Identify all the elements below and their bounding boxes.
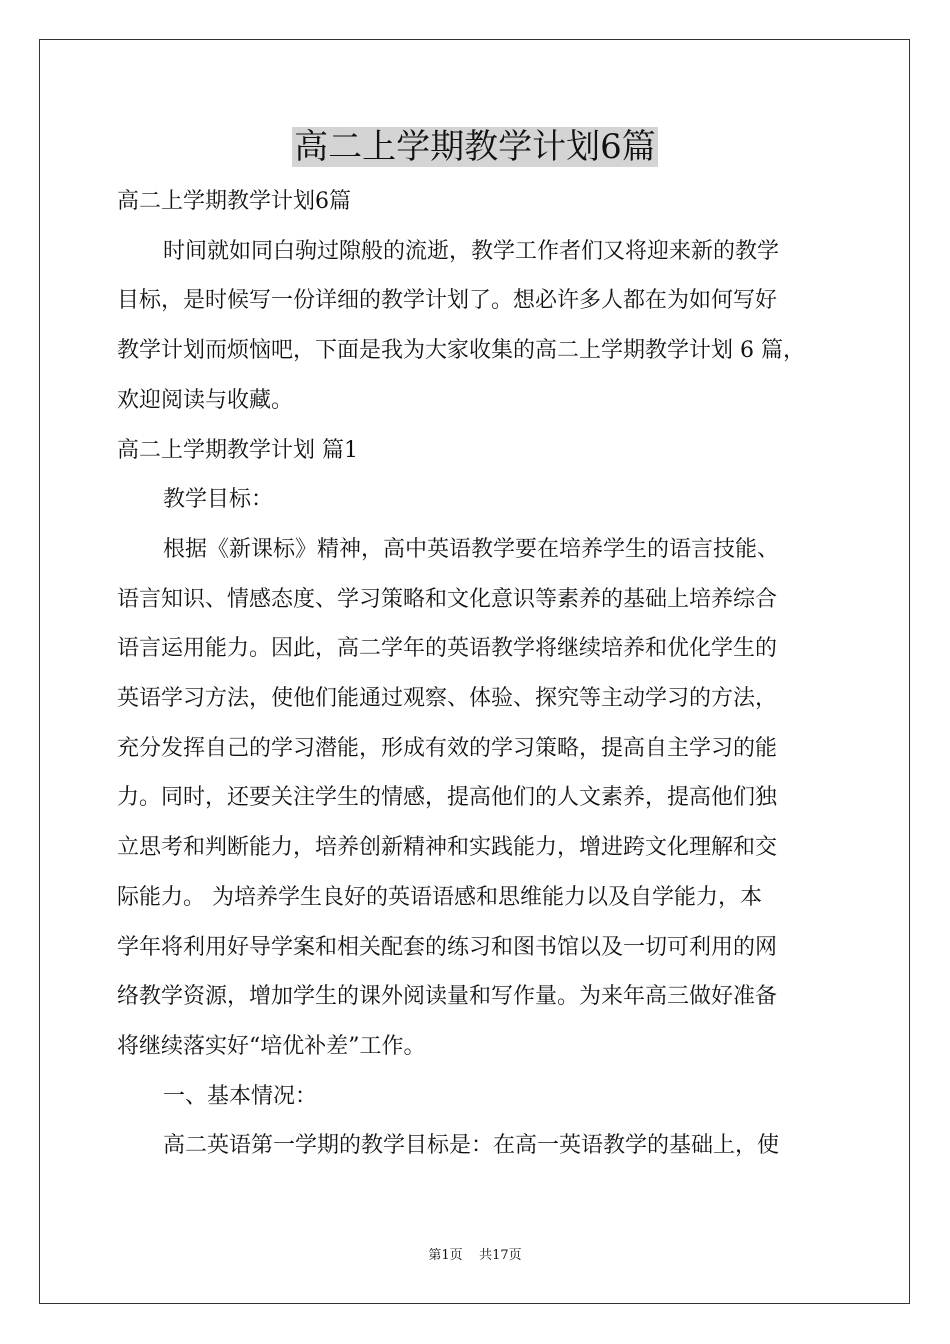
- paragraph-line: 学年将利用好导学案和相关配套的练习和图书馆以及一切可利用的网: [117, 934, 778, 960]
- paragraph-line: 高二英语第一学期的教学目标是：在高一英语教学的基础上，使: [163, 1133, 780, 1159]
- subtitle-line: 高二上学期教学计划6篇: [117, 189, 351, 214]
- document-title-text: 高二上学期教学计划6篇: [294, 127, 656, 167]
- section-heading: 高二上学期教学计划 篇1: [117, 437, 358, 463]
- paragraph-line: 充分发挥自己的学习潜能，形成有效的学习策略，提高自主学习的能: [117, 735, 778, 761]
- paragraph-line: 语言运用能力。因此，高二学年的英语教学将继续培养和优化学生的: [117, 636, 778, 662]
- paragraph-line: 立思考和判断能力，培养创新精神和实践能力，增进跨文化理解和交: [117, 835, 778, 861]
- paragraph-line: 教学计划而烦恼吧，下面是我为大家收集的高二上学期教学计划 6 篇，: [117, 338, 805, 364]
- paragraph-line: 将继续落实好“培优补差”工作。: [117, 1033, 426, 1059]
- paragraph-line: 根据《新课标》精神，高中英语教学要在培养学生的语言技能、: [163, 536, 780, 562]
- document-title: [0, 125, 950, 169]
- document-body: [117, 177, 837, 1171]
- page-footer: 第1页 共17页: [428, 1248, 522, 1263]
- paragraph-line: 络教学资源，增加学生的课外阅读量和写作量。为来年高三做好准备: [117, 984, 778, 1010]
- paragraph-line: 英语学习方法，使他们能通过观察、体验、探究等主动学习的方法，: [117, 686, 778, 712]
- paragraph-line: 时间就如同白驹过隙般的流逝，教学工作者们又将迎来新的教学: [163, 238, 780, 264]
- paragraph-line: 目标，是时候写一份详细的教学计划了。想必许多人都在为如何写好: [117, 288, 778, 314]
- subheading-line: 教学目标：: [163, 487, 274, 513]
- paragraph-line: 力。同时，还要关注学生的情感，提高他们的人文素养，提高他们独: [117, 785, 778, 811]
- paragraph-line: 际能力。 为培养学生良好的英语语感和思维能力以及自学能力，本: [117, 884, 762, 910]
- paragraph-line: 语言知识、情感态度、学习策略和文化意识等素养的基础上培养综合: [117, 586, 778, 612]
- paragraph-line: 欢迎阅读与收藏。: [117, 387, 294, 413]
- subheading-line: 一、基本情况：: [163, 1083, 318, 1109]
